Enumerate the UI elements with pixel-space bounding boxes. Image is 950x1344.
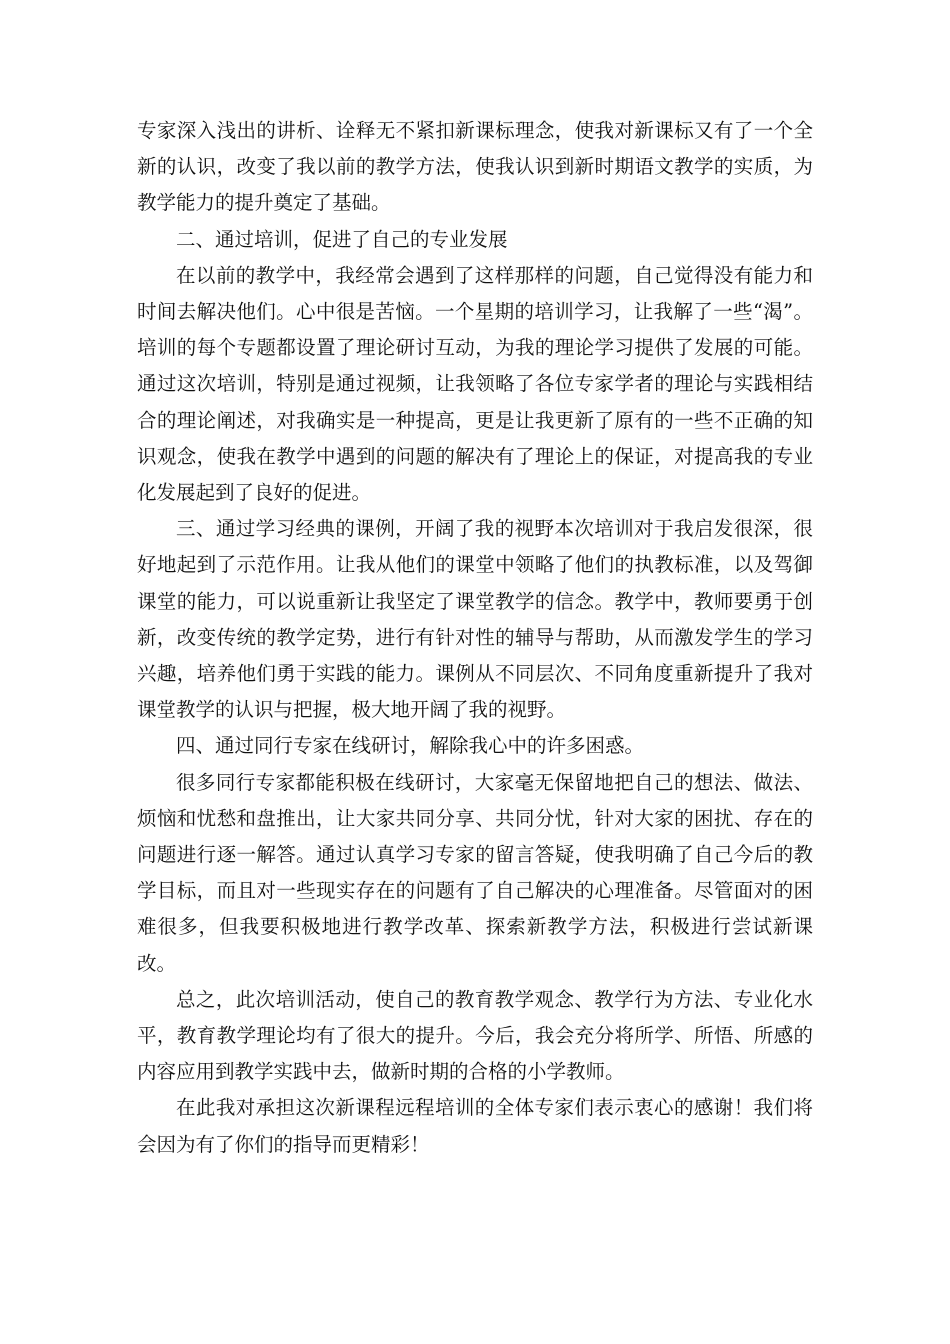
paragraph-classic-lessons: 三、通过学习经典的课例，开阔了我的视野本次培训对于我启发很深，很好地起到了示范作用。让我从他们的课堂中领略了他们的执教标准，以及驾御课堂的能力，可以说重新让我坚定了课堂教学的信念。教学中，教师要勇于创新，改变传统的教学定势，进行有针对性的辅导与帮助，从而激发学生的学习兴趣，培养他们勇于实践的能力。课例从不同层次、不同角度重新提升了我对课堂教学的认识与把握，极大地开阔了我的视野。 — [137, 517, 813, 722]
document-body — [137, 113, 813, 1163]
section-heading-online-discussion: 四、通过同行专家在线研讨，解除我心中的许多困惑。 — [176, 734, 645, 758]
section-heading-professional-development: 二、通过培训，促进了自己的专业发展 — [176, 227, 508, 251]
paragraph-thanks: 在此我对承担这次新课程远程培训的全体专家们表示衷心的感谢！我们将会因为有了你们的指导而更精彩！ — [137, 1096, 813, 1156]
paragraph-continued-intro: 专家深入浅出的讲析、诠释无不紧扣新课标理念，使我对新课标又有了一个全新的认识，改变了我以前的教学方法，使我认识到新时期语文教学的实质，为教学能力的提升奠定了基础。 — [137, 119, 813, 215]
paragraph-online-discussion: 很多同行专家都能积极在线研讨，大家毫无保留地把自己的想法、做法、烦恼和忧愁和盘推出，让大家共同分享、共同分忧，针对大家的困扰、存在的问题进行逐一解答。通过认真学习专家的留言答疑，使我明确了自己今后的教学目标，而且对一些现实存在的问题有了自己解决的心理准备。尽管面对的困难很多，但我要积极地进行教学改革、探索新教学方法，积极进行尝试新课改。 — [137, 770, 813, 975]
paragraph-summary: 总之，此次培训活动，使自己的教育教学观念、教学行为方法、专业化水平，教育教学理论均有了很大的提升。今后，我会充分将所学、所悟、所感的内容应用到教学实践中去，做新时期的合格的小学教师。 — [137, 987, 813, 1084]
paragraph-professional-development: 在以前的教学中，我经常会遇到了这样那样的问题，自己觉得没有能力和时间去解决他们。心中很是苦恼。一个星期的培训学习，让我解了一些“渴”。培训的每个专题都设置了理论研讨互动，为我的理论学习提供了发展的可能。通过这次培训，特别是通过视频，让我领略了各位专家学者的理论与实践相结合的理论阐述，对我确实是一种提高，更是让我更新了原有的一些不正确的知识观念，使我在教学中遇到的问题的解决有了理论上的保证，对提高我的专业化发展起到了良好的促进。 — [137, 263, 813, 505]
